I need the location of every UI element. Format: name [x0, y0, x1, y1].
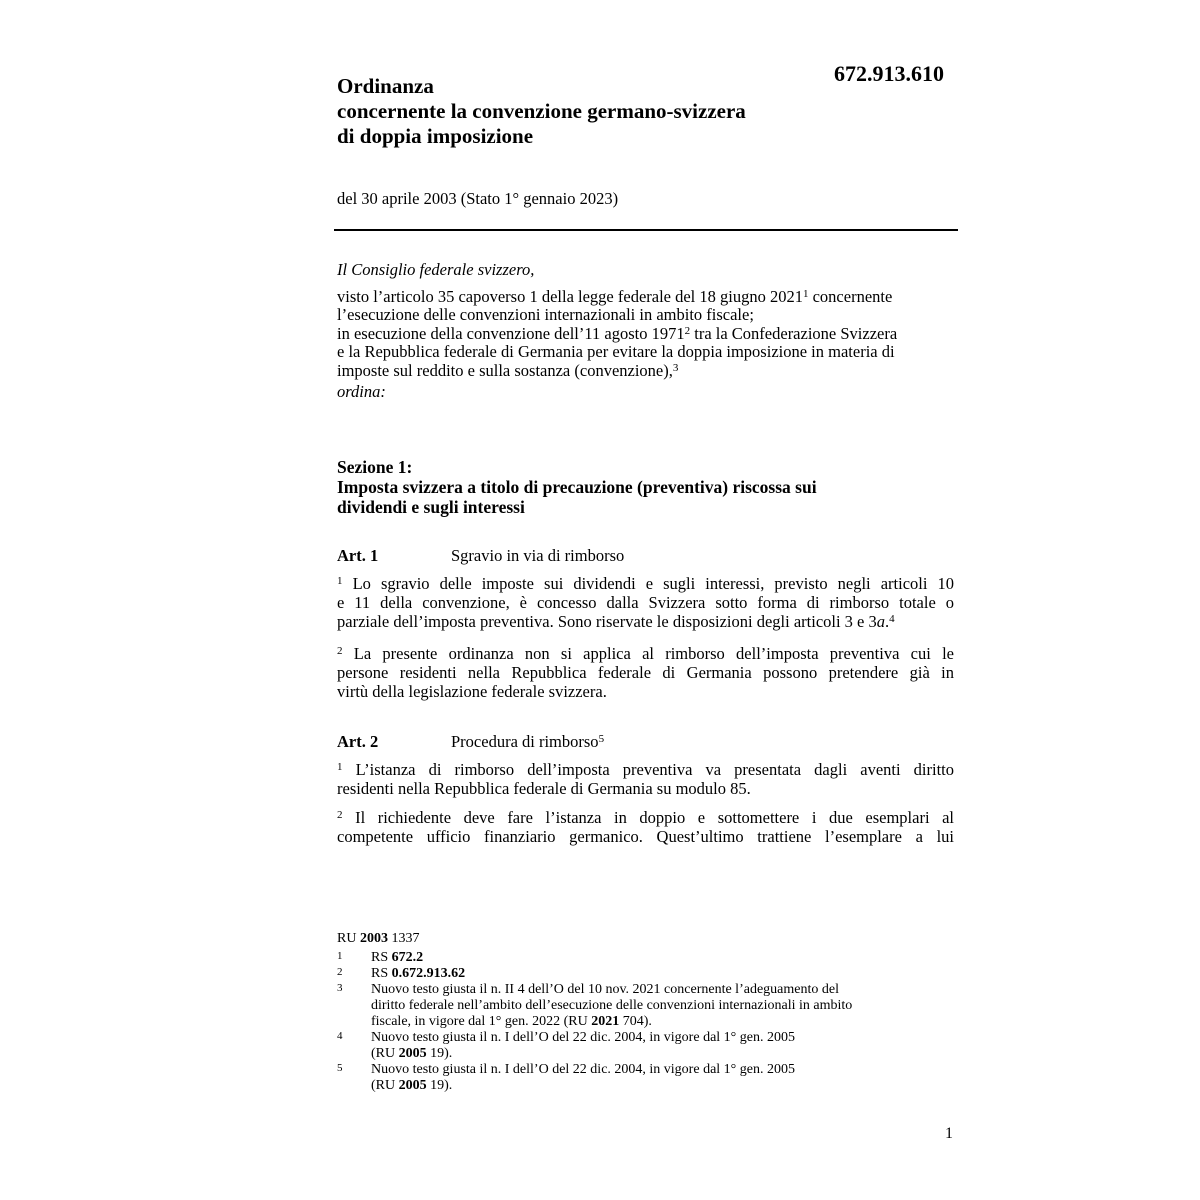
title-line-1: Ordinanza: [337, 74, 434, 98]
footnote-line: Nuovo testo giusta il n. I dell’O del 22 dic. 2004, in vigore dal 1° gen. 2005: [371, 1030, 795, 1045]
article-2-paragraph-2: [337, 808, 954, 846]
article-2-paragraph-1: [337, 760, 954, 798]
footnote-number: 1: [337, 950, 343, 962]
art2-p1-line-2: residenti nella Repubblica federale di Germania su modulo 85.: [337, 779, 751, 799]
preamble-p1-text-a: visto l’articolo 35 capoverso 1 della legge federale del 18 giugno 2021: [337, 286, 803, 306]
paragraph-number: 1: [337, 575, 343, 587]
art2-p1-line-1: L’istanza di rimborso dell’imposta preventiva va presentata dagli aventi diritto: [355, 760, 954, 779]
footnote-text: (RU: [371, 1046, 399, 1061]
footnote-bold: 2005: [398, 1078, 427, 1093]
art1-p1-line-3-end: .: [885, 612, 890, 632]
section-title-line-1: Imposta svizzera a titolo di precauzione (preventiva) riscossa sui: [337, 477, 817, 497]
preamble-p1-text-b: concernente: [808, 286, 893, 306]
ru-page: 1337: [387, 931, 420, 946]
preamble: [337, 261, 955, 401]
footnote-number: 5: [337, 1062, 343, 1074]
footnote-bold: 2005: [398, 1046, 427, 1061]
footnotes: [337, 931, 937, 1094]
footnote-5: [337, 1062, 937, 1094]
document-number: 672.913.610: [834, 61, 944, 86]
footnote-text: RS: [371, 950, 392, 965]
paragraph-number: 1: [337, 761, 343, 773]
footnote-text: fiscale, in vigore dal 1° gen. 2022 (RU: [371, 1014, 592, 1029]
header-divider: [334, 229, 958, 231]
art1-p1-line-3-italic: a: [876, 612, 886, 632]
footnote-ref-4[interactable]: 4: [889, 613, 895, 626]
footnote-number: 4: [337, 1030, 343, 1042]
footnote-number: 2: [337, 966, 343, 978]
footnote-line: Nuovo testo giusta il n. II 4 dell’O del 10 nov. 2021 concernente l’adeguamento del: [371, 982, 839, 997]
art1-p2-line-2: persone residenti nella Repubblica federale di Germania possono pretendere già in: [337, 663, 954, 683]
title-line-2: concernente la convenzione germano-svizzera: [337, 99, 746, 123]
article-1-paragraph-2: [337, 644, 954, 702]
preamble-p1-text-c: l’esecuzione delle convenzioni internazionali in ambito fiscale;: [337, 305, 754, 325]
ru-year: 2003: [359, 931, 388, 946]
footnote-text: (RU: [371, 1078, 399, 1093]
section-title-line-2: dividendi e sugli interessi: [337, 497, 525, 517]
title-line-3: di doppia imposizione: [337, 124, 534, 148]
art2-p2-line-2: competente ufficio finanziario germanico. Quest’ultimo trattiene l’esemplare a lui: [337, 827, 954, 847]
preamble-paragraph-2: [337, 325, 955, 381]
footnote-ref-5[interactable]: 5: [598, 733, 605, 745]
footnote-text: 704).: [619, 1014, 652, 1029]
preamble-p2-text-c: e la Repubblica federale di Germania per evitare la doppia imposizione in materia di: [337, 342, 895, 362]
article-1-number: Art. 1: [337, 546, 379, 565]
footnote-text: 19).: [426, 1078, 453, 1093]
footnote-text: RS: [371, 966, 392, 981]
footnote-ref-1[interactable]: 1: [802, 287, 809, 300]
footnote-bold: 2021: [591, 1014, 620, 1029]
footnote-ref-2[interactable]: 2: [684, 324, 691, 337]
paragraph-number: 2: [337, 809, 343, 821]
preamble-p2-text-a: in esecuzione della convenzione dell’11 agosto 1971: [337, 323, 685, 343]
article-2-heading: [337, 732, 937, 752]
preamble-issuer: Il Consiglio federale svizzero,: [337, 260, 535, 279]
footnote-4: [337, 1030, 937, 1062]
section-label: Sezione 1:: [337, 457, 413, 477]
footnote-1: [337, 950, 937, 966]
art1-p1-line-2: e 11 della convenzione, è concesso dalla Svizzera sotto forma di rimborso totale o: [337, 593, 954, 613]
art1-p1-line-3: parziale dell’imposta preventiva. Sono riservate le disposizioni degli articoli 3 e 3: [337, 612, 877, 632]
footnote-line: diritto federale nell’ambito dell’esecuzione delle convenzioni internazionali in ambito: [371, 998, 853, 1013]
ru-prefix: RU: [337, 931, 360, 946]
footnote-2: [337, 966, 937, 982]
article-1-heading: [337, 546, 937, 566]
footnote-number: 3: [337, 982, 343, 994]
art1-p1-line-1: Lo sgravio delle imposte sui dividendi e sugli interessi, previsto negli articoli 10: [352, 574, 954, 593]
preamble-decree: ordina:: [337, 381, 386, 401]
document-date: del 30 aprile 2003 (Stato 1° gennaio 2023): [337, 189, 619, 208]
footnote-3: [337, 982, 937, 1030]
document-title: [337, 74, 897, 149]
art1-p2-line-1: La presente ordinanza non si applica al rimborso dell’imposta preventiva cui le: [353, 644, 954, 663]
article-1-paragraph-1: [337, 574, 954, 632]
art2-p2-line-1: Il richiedente deve fare l’istanza in doppio e sottomettere i due esemplari al: [355, 808, 955, 827]
page-number: 1: [945, 1125, 953, 1142]
footnote-line: Nuovo testo giusta il n. I dell’O del 22 dic. 2004, in vigore dal 1° gen. 2005: [371, 1062, 795, 1077]
footnote-bold: 672.2: [391, 950, 424, 965]
preamble-paragraph-1: [337, 288, 955, 325]
preamble-p2-text-d: imposte sul reddito e sulla sostanza (convenzione),: [337, 360, 673, 380]
paragraph-number: 2: [337, 645, 343, 657]
article-1-title: Sgravio in via di rimborso: [451, 546, 625, 565]
footnote-text: 19).: [426, 1046, 453, 1061]
section-1-heading: [337, 457, 957, 517]
footnote-bold: 0.672.913.62: [391, 966, 466, 981]
article-2-title: Procedura di rimborso: [451, 732, 599, 751]
footnote-ref-3[interactable]: 3: [672, 361, 679, 374]
article-2-number: Art. 2: [337, 732, 379, 751]
art1-p2-line-3: virtù della legislazione federale svizzera.: [337, 682, 607, 702]
official-compilation-ref: [337, 931, 937, 947]
preamble-p2-text-b: tra la Confederazione Svizzera: [690, 323, 898, 343]
